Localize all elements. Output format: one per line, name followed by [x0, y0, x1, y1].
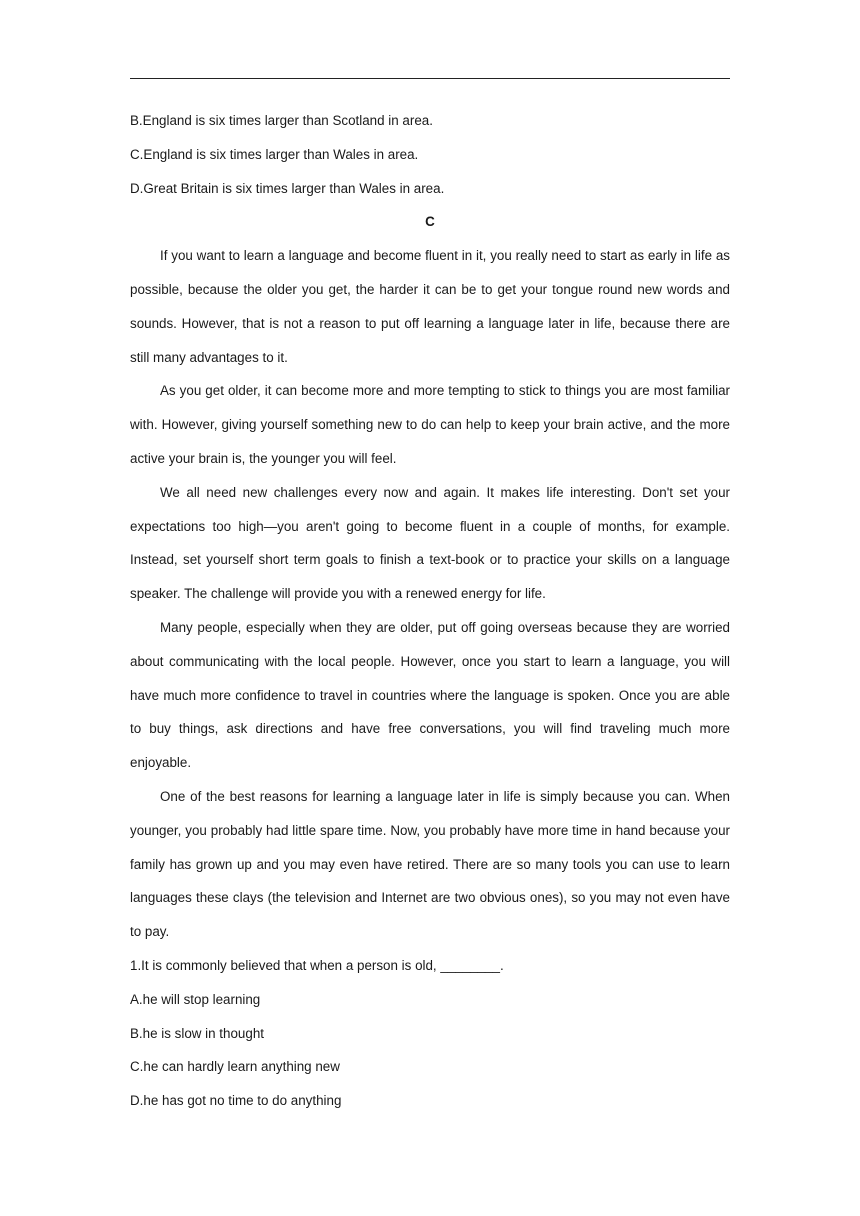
question-option-a: A.he will stop learning	[130, 991, 261, 1007]
question-stem: 1.It is commonly believed that when a person is old, ________.	[130, 957, 504, 973]
question-option-b: B.he is slow in thought	[130, 1025, 264, 1041]
section-heading: C	[425, 214, 435, 230]
question-option-d: D.he has got no time to do anything	[130, 1093, 342, 1109]
previous-option-c: C.England is six times larger than Wales in area.	[130, 146, 419, 162]
passage-paragraph-2: As you get older, it can become more and more tempting to stick to things you are most familiar with. However, giving yourself something new to do can help to keep your brain active, and the more active your brain is, the younger you will feel.	[130, 383, 730, 466]
question-option-c: C.he can hardly learn anything new	[130, 1059, 340, 1075]
header-rule	[130, 78, 730, 79]
previous-option-d: D.Great Britain is six times larger than Wales in area.	[130, 180, 445, 196]
passage-paragraph-1: If you want to learn a language and become fluent in it, you really need to start as early in life as possible, because the older you get, the harder it can be to get your tongue round new words and sounds. However, that is not a reason to put off learning a language later in life, because there are still many advantages to it.	[130, 248, 730, 365]
passage-paragraph-4: Many people, especially when they are older, put off going overseas because they are worried about communicating with the local people. However, once you start to learn a language, you will have much more confidence to travel in countries where the language is spoken. Once you are able to buy things, ask directions and have free conversations, you will find traveling much more enjoyable.	[130, 619, 730, 771]
passage-paragraph-3: We all need new challenges every now and again. It makes life interesting. Don't set your expectations too high—you aren't going to become fluent in a couple of months, for example. Instead, set yourself short term goals to finish a text-book or to practice your skills on a language speaker. The challenge will provide you with a renewed energy for life.	[130, 484, 730, 602]
document-body	[130, 104, 730, 1118]
previous-option-b: B.England is six times larger than Scotland in area.	[130, 113, 433, 128]
passage-paragraph-5: One of the best reasons for learning a language later in life is simply because you can. When younger, you probably had little spare time. Now, you probably have more time in hand because your family has grown up and you may even have retired. There are so many tools you can use to learn languages these clays (the television and Internet are two obvious ones), so you may not even have to pay.	[130, 788, 730, 940]
